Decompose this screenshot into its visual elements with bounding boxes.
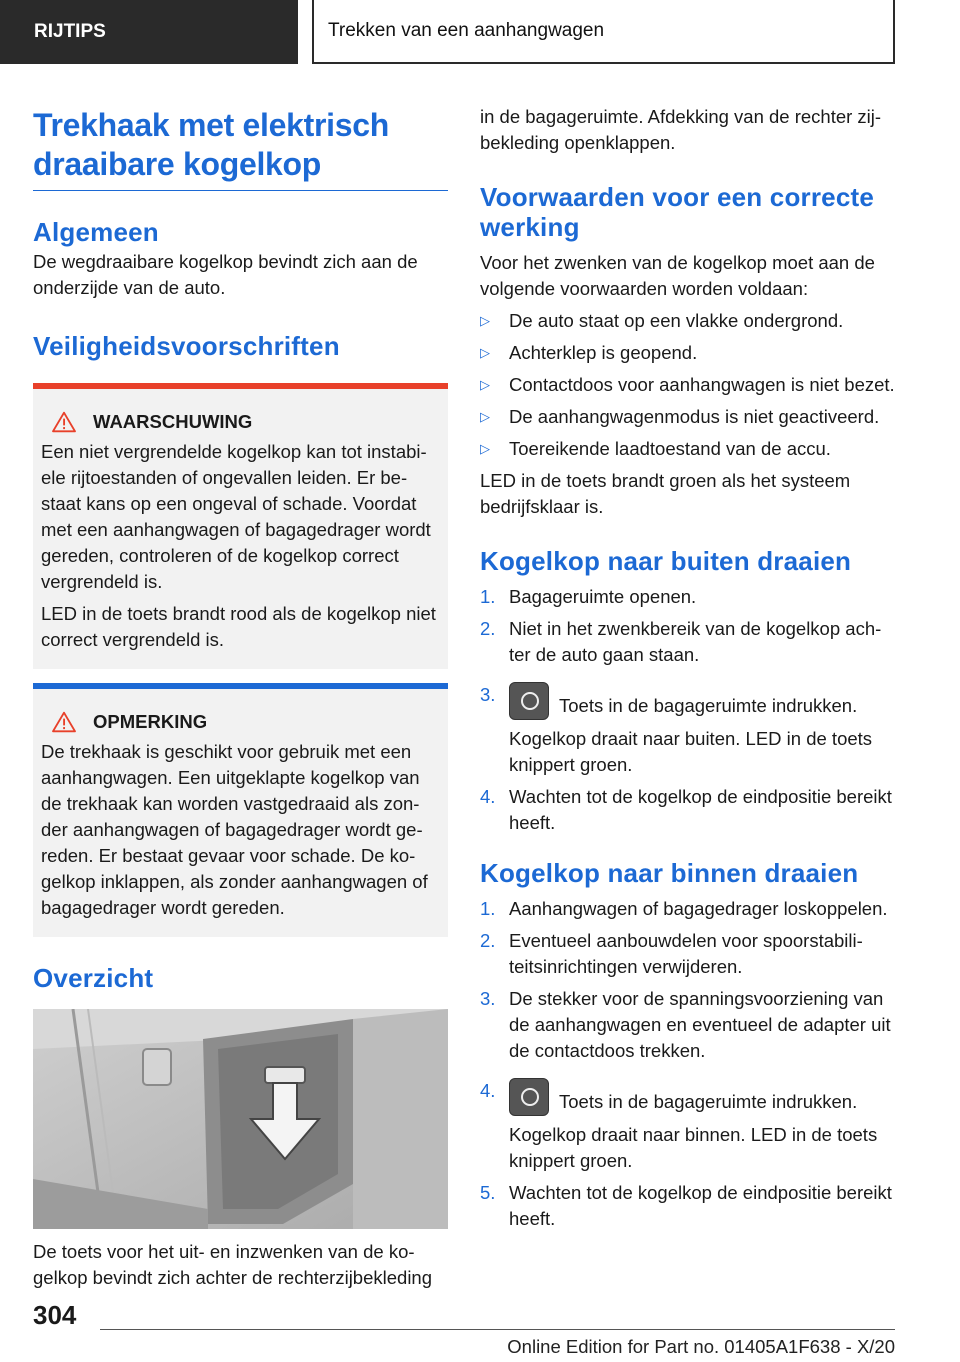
list-item: ▷ De auto staat op een vlakke ondergrond. bbox=[480, 308, 895, 334]
general-heading: Algemeen bbox=[33, 217, 159, 247]
edition-text: Online Edition for Part no. 01405A1F638 - X/20 bbox=[507, 1336, 895, 1357]
out-heading: Kogelkop naar buiten draaien bbox=[480, 546, 852, 576]
list-item: 3. De stekker voor de spanningsvoorziening van de aanhangwagen en eventueel de adapter uit de contactdoos trekken. bbox=[480, 988, 891, 1061]
note-box bbox=[33, 683, 448, 937]
warning-label: WAARSCHUWING bbox=[93, 411, 253, 432]
in-heading: Kogelkop naar binnen draaien bbox=[480, 858, 859, 888]
out-steps bbox=[480, 584, 895, 836]
step-result: Kogelkop draait naar binnen. LED in de toets knippert groen. bbox=[509, 1124, 878, 1171]
in-steps bbox=[480, 896, 895, 1232]
warning-triangle-icon bbox=[49, 411, 79, 433]
warning-led-text: LED in de toets brandt rood als de kogelkop niet correct vergrendeld is. bbox=[41, 603, 436, 650]
note-label: OPMERKING bbox=[93, 711, 208, 732]
general-text: De wegdraaibare kogelkop bevindt zich aan de onderzijde van de auto. bbox=[33, 251, 418, 298]
led-status-text: LED in de toets brandt groen als het systeem bedrijfsklaar is. bbox=[480, 470, 851, 517]
overview-heading: Overzicht bbox=[33, 963, 154, 993]
list-item: ▷ Contactdoos voor aanhangwagen is niet bezet. bbox=[480, 372, 895, 398]
page-number: 304 bbox=[33, 1300, 77, 1330]
note-text: De trekhaak is geschikt voor gebruik met een aanhangwagen. Een uitgeklapte kogelkop van de trekhaak kan worden vastgedraaid als zonder aanhangwagen of bagagedrager wordt gereden. Er bestaat gevaar voor schade. De kogelkop inklappen, als zonder aanhangwagen of bagagedrager wordt gereden. bbox=[41, 741, 428, 918]
triangle-bullet-icon: ▷ bbox=[480, 345, 490, 360]
list-item: 4. Wachten tot de kogelkop de eindpositie bereikt heeft. bbox=[480, 786, 892, 833]
trailer-hitch-button-icon bbox=[509, 1078, 549, 1116]
warning-text: Een niet vergrendelde kogelkop kan tot instabiele rijtoestanden of ongevallen leiden. Er bestaat kans op een ongeval of schade. Voordat met een aanhangwagen of bagagedrager wordt gereden, controleren of de kogelkop correct vergrendeld is. bbox=[41, 441, 431, 592]
note-header bbox=[41, 709, 440, 735]
list-item: 1. Bagageruimte openen. bbox=[480, 586, 697, 607]
conditions-heading: Voorwaarden voor een correcte werking bbox=[480, 182, 875, 242]
list-item: 5. Wachten tot de kogelkop de eindpositie bereikt heeft. bbox=[480, 1182, 892, 1229]
list-item: 4. Toets in de bagageruimte indrukken. Kogelkop draait naar binnen. LED in de toets knippert groen. bbox=[480, 1078, 895, 1174]
left-column bbox=[33, 100, 448, 1291]
conditions-list bbox=[480, 308, 895, 462]
warning-triangle-icon bbox=[49, 711, 79, 733]
list-item: 1. Aanhangwagen of bagagedrager loskoppelen. bbox=[480, 898, 888, 919]
list-item: 2. Niet in het zwenkbereik van de kogelkop achter de auto gaan staan. bbox=[480, 618, 882, 665]
page-title: Trekhaak met elektrisch draaibare kogelkop bbox=[33, 106, 448, 191]
warning-header bbox=[41, 409, 440, 435]
right-column bbox=[480, 100, 895, 1238]
safety-heading: Veiligheidsvoorschriften bbox=[33, 331, 340, 361]
chapter-tab bbox=[312, 0, 895, 64]
footer-divider bbox=[100, 1329, 895, 1330]
trunk-side-panel-image bbox=[33, 1009, 448, 1229]
image-caption: De toets voor het uit- en inzwenken van de kogelkop bevindt zich achter de rechterzijbekleding bbox=[33, 1241, 433, 1288]
conditions-intro: Voor het zwenken van de kogelkop moet aan de volgende voorwaarden worden voldaan: bbox=[480, 252, 875, 299]
list-item: ▷ De aanhangwagenmodus is niet geactiveerd. bbox=[480, 404, 895, 430]
triangle-bullet-icon: ▷ bbox=[480, 409, 490, 424]
warning-box bbox=[33, 383, 448, 669]
list-item: ▷ Achterklep is geopend. bbox=[480, 340, 895, 366]
chapter-title: Trekken van een aanhangwagen bbox=[328, 20, 605, 41]
list-item: ▷ Toereikende laadtoestand van de accu. bbox=[480, 436, 895, 462]
list-item: 3. Toets in de bagageruimte indrukken. Kogelkop draait naar buiten. LED in de toets knippert groen. bbox=[480, 682, 895, 778]
section-tab bbox=[0, 0, 298, 64]
trailer-hitch-button-icon bbox=[509, 682, 549, 720]
triangle-bullet-icon: ▷ bbox=[480, 313, 490, 328]
triangle-bullet-icon: ▷ bbox=[480, 441, 490, 456]
list-item: 2. Eventueel aanbouwdelen voor spoorstabiliteitsinrichtingen verwijderen. bbox=[480, 930, 863, 977]
step-result: Kogelkop draait naar buiten. LED in de toets knippert groen. bbox=[509, 728, 873, 775]
continued-text: in de bagageruimte. Afdekking van de rechter zijbekleding openklappen. bbox=[480, 106, 882, 153]
section-title: RIJTIPS bbox=[34, 21, 106, 42]
triangle-bullet-icon: ▷ bbox=[480, 377, 490, 392]
